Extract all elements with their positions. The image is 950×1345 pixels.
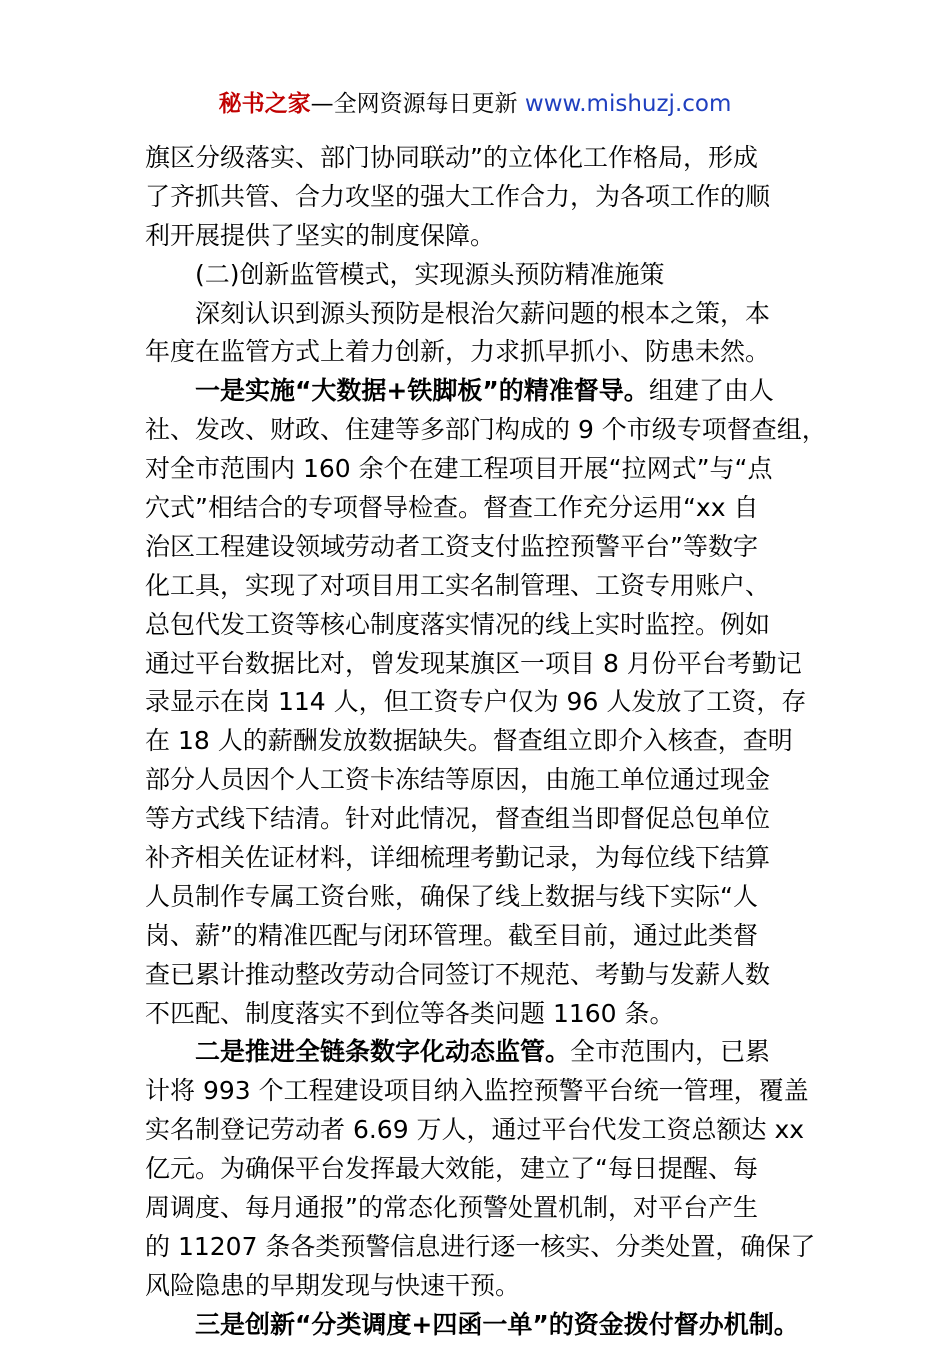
text-line <box>145 683 835 722</box>
text-line <box>145 878 835 917</box>
text-line <box>145 528 835 567</box>
body-text: 查已累计推动整改劳动合同签订不规范、考勤与发薪人数 <box>145 959 771 989</box>
body-text: 旗区分级落实、部门协同联动”的立体化工作格局，形成 <box>145 143 758 172</box>
text-line <box>145 1072 835 1111</box>
text-line <box>145 839 835 878</box>
body-text: 对全市范围内 160 余个在建工程项目开展“拉网式”与“点 <box>145 454 773 484</box>
body-text: 社、发改、财政、住建等多部门构成的 9 个市级专项督查组， <box>145 415 827 445</box>
text-line <box>145 567 835 606</box>
body-text: 全市范围内，已累 <box>570 1037 771 1067</box>
body-text: 在 18 人的薪酬发放数据缺失。督查组立即介入核查，查明 <box>145 726 793 756</box>
text-line <box>145 450 835 489</box>
body-text: 等方式线下结清。针对此情况，督查组当即督促总包单位 <box>145 804 771 834</box>
body-text: 补齐相关佐证材料，详细梳理考勤记录，为每位线下结算 <box>145 843 771 873</box>
text-line <box>145 178 835 217</box>
body-text: 实名制登记劳动者 6.69 万人，通过平台代发工资总额达 xx <box>145 1115 805 1145</box>
text-line <box>145 1150 835 1189</box>
text-line <box>145 645 835 684</box>
body-text: 亿元。为确保平台发挥最大效能，建立了“每日提醒、每 <box>145 1154 758 1184</box>
text-line <box>145 372 835 411</box>
body-text: 治区工程建设领域劳动者工资支付监控预警平台”等数字 <box>145 531 758 561</box>
text-line <box>145 1033 835 1072</box>
document-body <box>145 139 835 1345</box>
body-text: (二)创新监管模式，实现源头预防精准施策 <box>195 259 665 289</box>
text-line <box>145 217 835 256</box>
body-text: 的 11207 条各类预警信息进行逐一核实、分类处置，确保了 <box>145 1231 816 1261</box>
body-text: 了齐抓共管、合力攻坚的强大工作合力，为各项工作的顺 <box>145 181 771 211</box>
text-line <box>145 256 835 295</box>
body-text: 人员制作专属工资台账，确保了线上数据与线下实际“人 <box>145 881 758 911</box>
text-line <box>145 1267 835 1306</box>
body-text: 通过平台数据比对，曾发现某旗区一项目 8 月份平台考勤记 <box>145 648 802 678</box>
bold-heading-text: 一是实施“大数据+铁脚板”的精准督导。 <box>195 376 649 406</box>
body-text: 利开展提供了坚实的制度保障。 <box>145 220 496 250</box>
text-line <box>145 917 835 956</box>
header-tagline: —全网资源每日更新 <box>310 91 525 117</box>
body-text: 总包代发工资等核心制度落实情况的线上实时监控。例如 <box>145 609 771 639</box>
body-text: 风险隐患的早期发现与快速干预。 <box>145 1270 521 1300</box>
site-url: www.mishuzj.com <box>524 91 732 117</box>
body-text: 录显示在岗 114 人，但工资专户仅为 96 人发放了工资，存 <box>145 687 807 717</box>
text-line <box>145 411 835 450</box>
text-line <box>145 956 835 995</box>
body-text: 岗、薪”的精准匹配与闭环管理。截至目前，通过此类督 <box>145 920 758 950</box>
text-line <box>145 606 835 645</box>
text-line <box>145 1189 835 1228</box>
text-line <box>145 1306 835 1345</box>
text-line <box>145 1228 835 1267</box>
text-line <box>145 1111 835 1150</box>
body-text: 深刻认识到源头预防是根治欠薪问题的根本之策，本 <box>195 298 771 328</box>
text-line <box>145 139 835 178</box>
body-text: 部分人员因个人工资卡冻结等原因，由施工单位通过现金 <box>145 765 771 795</box>
bold-heading-text: 二是推进全链条数字化动态监管。 <box>195 1037 571 1067</box>
text-line <box>145 333 835 372</box>
text-line <box>145 722 835 761</box>
text-line <box>145 995 835 1034</box>
page-header <box>0 88 950 120</box>
body-text: 不匹配、制度落实不到位等各类问题 1160 条。 <box>145 998 675 1028</box>
body-text: 组建了由人 <box>648 376 774 406</box>
text-line <box>145 295 835 334</box>
text-line <box>145 800 835 839</box>
body-text: 穴式”相结合的专项督导检查。督查工作充分运用“xx 自 <box>145 493 759 523</box>
body-text: 计将 993 个工程建设项目纳入监控预警平台统一管理，覆盖 <box>145 1076 809 1106</box>
text-line <box>145 761 835 800</box>
body-text: 年度在监管方式上着力创新，力求抓早抓小、防患未然。 <box>145 337 771 367</box>
body-text: 化工具，实现了对项目用工实名制管理、工资专用账户、 <box>145 570 771 600</box>
bold-heading-text: 三是创新“分类调度+四函一单”的资金拨付督办机制。 <box>195 1309 799 1339</box>
text-line <box>145 489 835 528</box>
body-text: 周调度、每月通报”的常态化预警处置机制，对平台产生 <box>145 1193 758 1223</box>
brand-name: 秘书之家 <box>218 91 311 117</box>
